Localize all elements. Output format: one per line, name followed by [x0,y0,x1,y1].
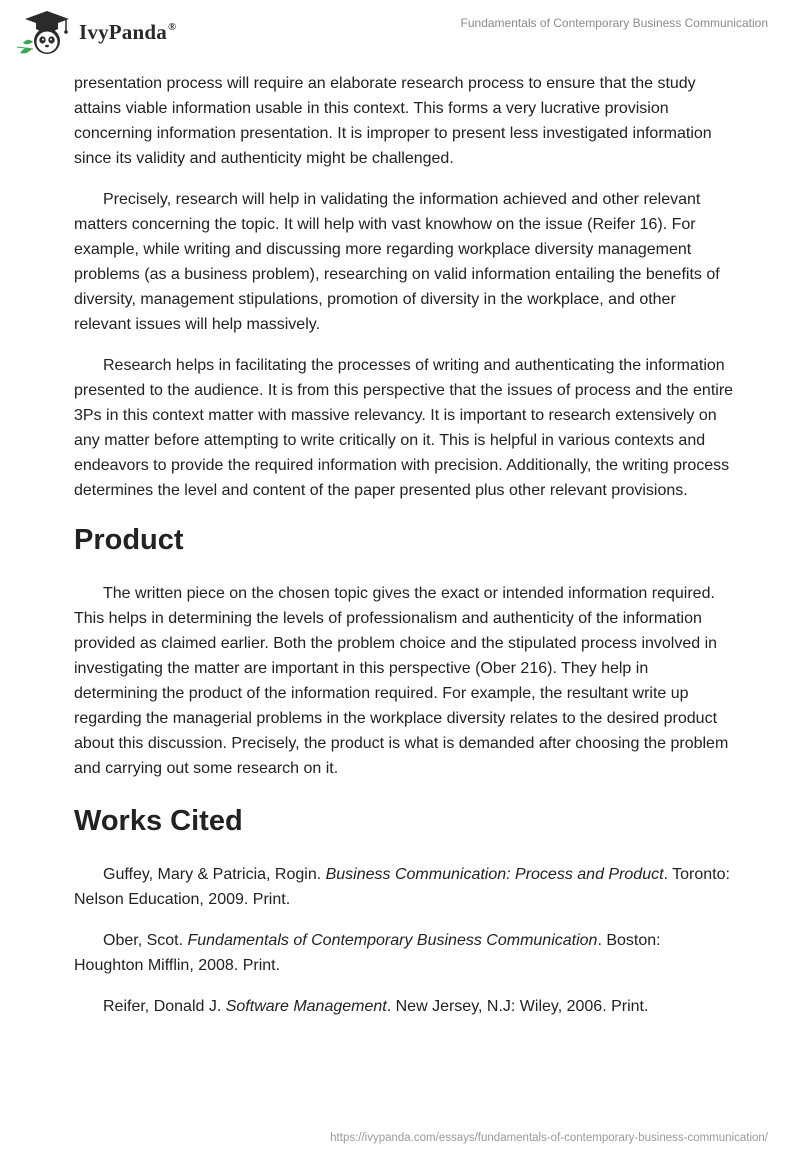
section-heading-works-cited: Works Cited [74,805,243,837]
document-title: Fundamentals of Contemporary Business Communication [460,16,768,30]
page-header [0,0,800,70]
citation: Reifer, Donald J. Software Management. New Jersey, N.J: Wiley, 2006. Print. [103,998,649,1015]
brand-name[interactable]: IvyPanda® [79,20,177,44]
ivypanda-logo-icon[interactable] [16,9,78,57]
paragraph: Research helps in facilitating the processes of writing and authenticating the information presented to the audience. It is from this perspective that the issues of process and the entire 3Ps in this context matter with massive relevancy. It is important to research extensively on any matter before attempting to write critically on it. This is helpful in various contexts and endeavors to provide the required information with precision. Additionally, the writing process determines the level and content of the paper presented plus other relevant provisions. [74,357,734,499]
paragraph: presentation process will require an elaborate research process to ensure that the study attains viable information usable in this context. This forms a very lucrative provision concerning information presentation. It is improper to present less investigated information since its validity and authenticity might be challenged. [74,75,712,167]
paragraph: Precisely, research will help in validating the information achieved and other relevant matters concerning the topic. It will help with vast knowhow on the issue (Reifer 16). For example, while writing and discussing more regarding workplace diversity management problems (as a business problem), researching on valid information entailing the benefits of diversity, management stipulations, promotion of diversity in the workplace, and other relevant issues will help massively. [74,191,720,333]
citation: Guffey, Mary & Patricia, Rogin. Business Communication: Process and Product. Toronto: Nelson Education, 2009. Print. [74,866,730,908]
citation: Ober, Scot. Fundamentals of Contemporary Business Communication. Boston: Houghton Mifflin, 2008. Print. [74,932,661,974]
section-heading-product: Product [74,524,184,556]
essay-content [74,71,734,1035]
source-url-link[interactable]: https://ivypanda.com/essays/fundamentals-of-contemporary-business-communication/ [330,1132,768,1144]
paragraph: The written piece on the chosen topic gives the exact or intended information required. This helps in determining the levels of professionalism and authenticity of the information provided as claimed earlier. Both the problem choice and the stipulated process involved in investigating the matter are important in this perspective (Ober 216). They help in determining the product of the information required. For example, the resultant write up regarding the managerial problems in the workplace diversity relates to the desired product about this discussion. Precisely, the product is what is demanded after choosing the problem and carrying out some research on it. [74,585,729,777]
